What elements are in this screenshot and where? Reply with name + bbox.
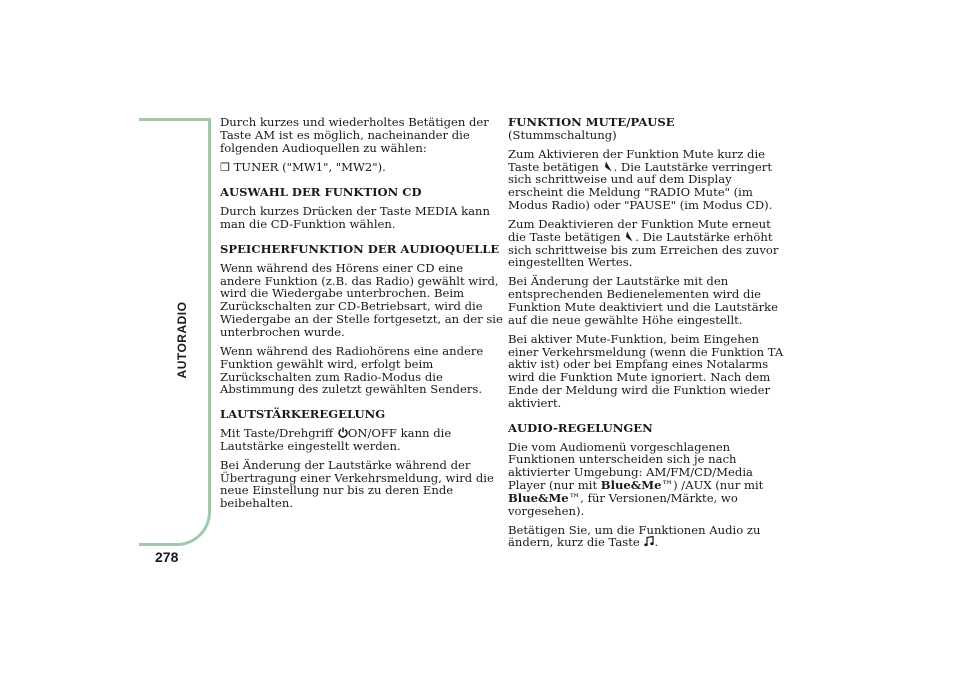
audio-settings-paragraph: Die vom Audiomenü vorgeschlagenen Funktionen unterscheiden sich je nach aktivierter Umgebung: AM/FM/CD/Media Player (nur mit Blue&Me™) /AUX (nur mit Blue&Me™, für Versionen/Märkte, wo vorgesehen). (508, 439, 764, 518)
checkbox-bullet-icon: ❒ (220, 160, 230, 174)
mute-traffic-paragraph: Bei aktiver Mute-Funktion, beim Eingehen einer Verkehrsmeldung (wenn die Funktion TA aktiv ist) oder bei Empfang eines Notalarms wird die Funktion Mute ignoriert. Nach dem Ende der Meldung wird die Funktion wieder aktiviert. (508, 331, 784, 410)
volume-traffic-paragraph: Bei Änderung der Lautstärke während der Übertragung einer Verkehrsmeldung, wird die neue Einstellung nur bis zu deren Ende beibehalten. (220, 457, 494, 511)
list-item (220, 161, 504, 175)
mute-activate-paragraph: Zum Aktivieren der Funktion Mute kurz die Taste betätigen . Die Lautstärke verringert sich schrittweise und auf dem Display erscheint die Meldung "RADIO Mute" (im Modus Radio) oder "PAUSE" (im Modus CD). (508, 146, 773, 213)
power-knob-icon (338, 427, 347, 438)
mute-button-icon (604, 161, 613, 172)
source-memory-paragraph-2: Wenn während des Radiohörens eine andere Funktion gewählt wird, erfolgt beim Zurückschalten zum Radio-Modus die Abstimmung des zuletzt gewählten Senders. (220, 343, 484, 397)
mute-volume-change-paragraph: Bei Änderung der Lautstärke mit den entsprechenden Bedienelementen wird die Funktion Mute deaktiviert und die Lautstärke auf die neue gewählte Höhe eingestellt. (508, 274, 779, 327)
mute-subtitle: (Stummschaltung) (508, 127, 617, 142)
music-note-icon (644, 536, 653, 547)
heading-source-memory: SPEICHERFUNKTION DER AUDIOQUELLE (220, 241, 500, 256)
audio-change-paragraph: Betätigen Sie, um die Funktionen Audio zu ändern, kurz die Taste . (508, 522, 761, 550)
mute-deactivate-paragraph: Zum Deaktivieren der Funktion Mute erneut die Taste betätigen . Die Lautstärke erhöht sich schrittweise bis zum Erreichen des zuvor eingestellten Wertes. (508, 216, 779, 270)
heading-cd-selection: AUSWAHL DER FUNKTION CD (220, 185, 422, 200)
heading-volume-control: LAUTSTÄRKEREGELUNG (220, 407, 386, 422)
blueandme-brand: Blue&Me (508, 490, 569, 505)
right-column (508, 116, 790, 555)
source-memory-paragraph-1: Wenn während des Hörens einer CD eine andere Funktion (z.B. das Radio) gewählt wird, wird die Wiedergabe unterbrochen. Beim Zurückschalten zur CD-Betriebsart, wird die Wiedergabe an der Stelle fortgesetzt, an der sie unterbrochen wurde. (220, 260, 503, 339)
heading-audio-settings: AUDIO-REGELUNGEN (508, 420, 653, 435)
list-item-text: TUNER ("MW1", "MW2"). (233, 159, 386, 174)
volume-control-paragraph: Mit Taste/Drehgriff ON/OFF kann die Lautstärke eingestellt werden. (220, 426, 452, 453)
mute-button-icon (625, 231, 634, 242)
heading-mute-pause: FUNKTION MUTE/PAUSE (508, 115, 675, 129)
cd-selection-paragraph: Durch kurzes Drücken der Taste MEDIA kann man die CD-Funktion wählen. (220, 204, 490, 232)
left-column (220, 116, 504, 516)
page-number: 278 (155, 549, 179, 565)
blueandme-brand: Blue&Me (600, 478, 662, 493)
intro-paragraph: Durch kurzes und wiederholtes Betätigen der Taste AM ist es möglich, nacheinander die folgenden Audioquellen zu wählen: (220, 115, 489, 155)
